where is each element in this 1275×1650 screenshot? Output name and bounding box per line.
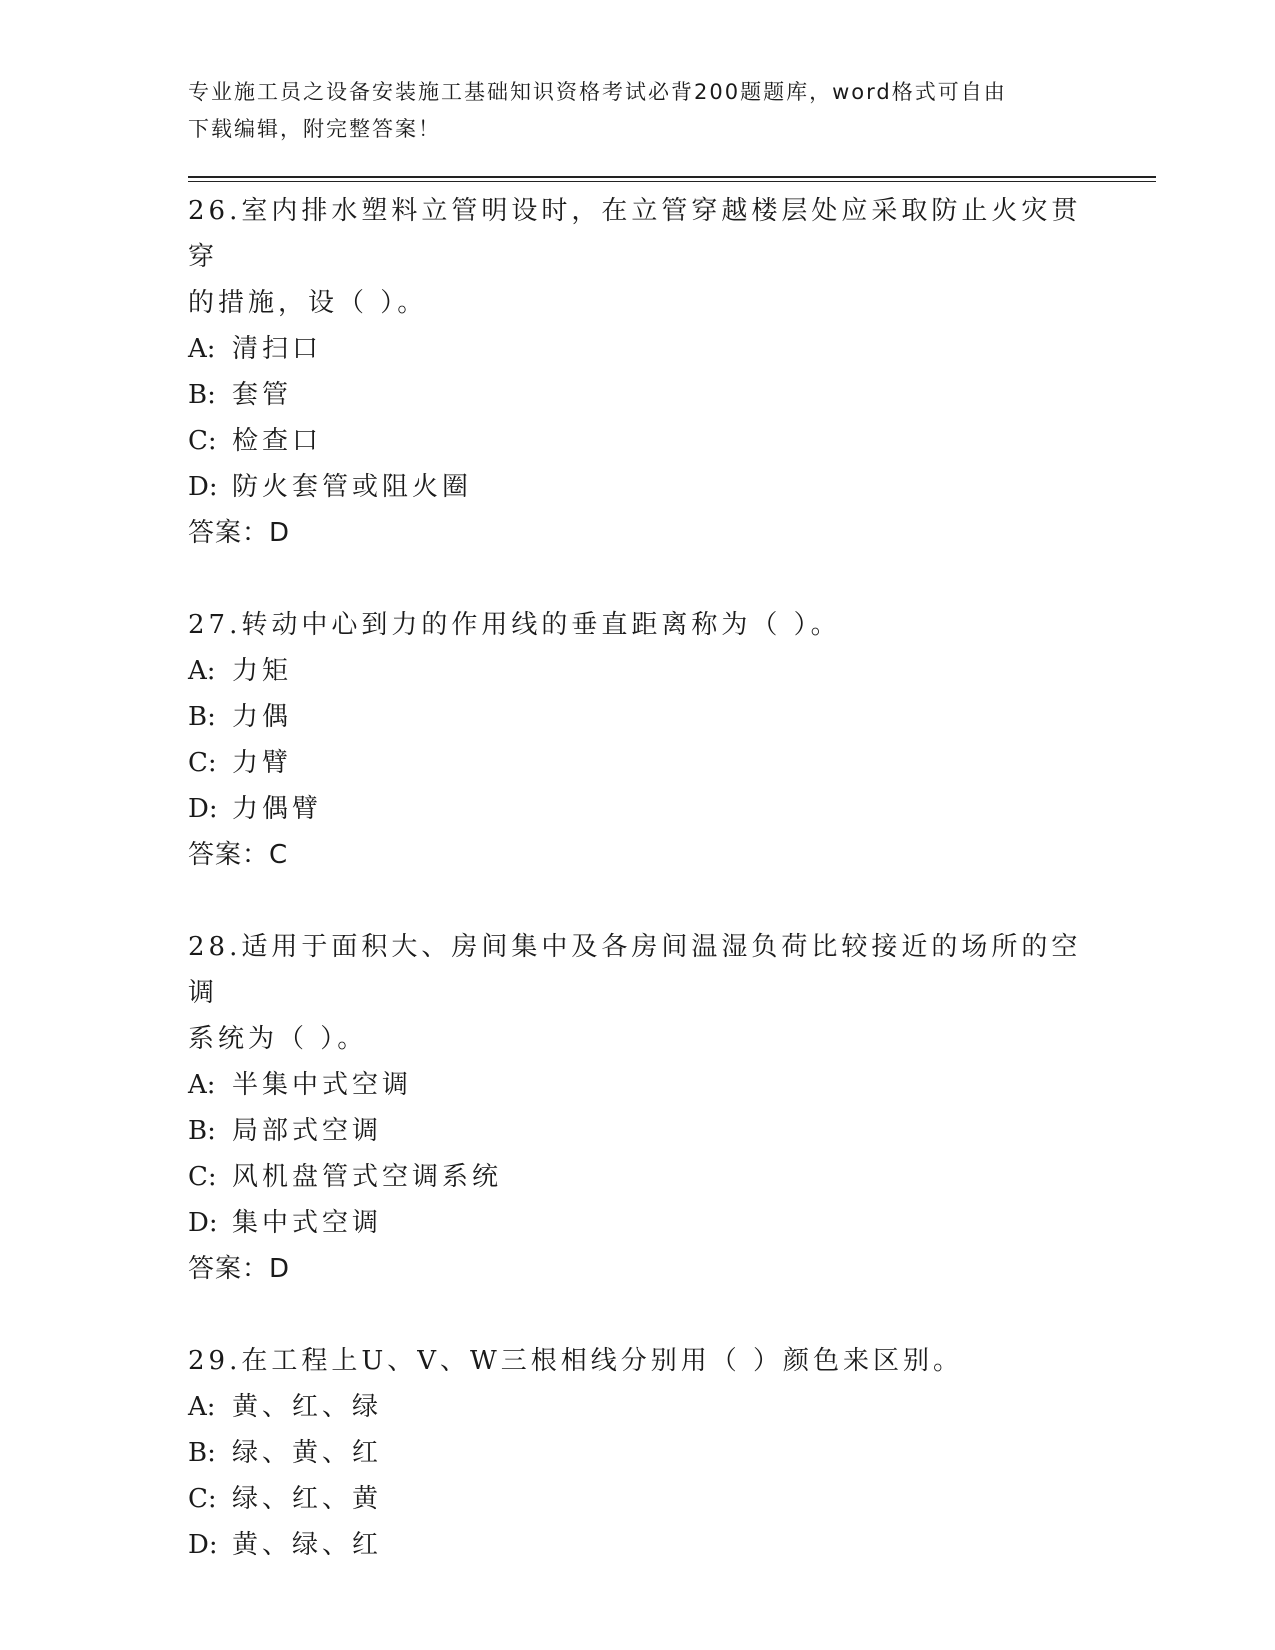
header-divider-thin (188, 181, 1156, 182)
option-c (188, 418, 1088, 464)
option-key: C: (188, 426, 217, 456)
document-header (188, 74, 1088, 148)
option-key: B: (188, 1438, 216, 1468)
option-text: 防火套管或阻火圈 (232, 472, 473, 502)
option-key: B: (188, 380, 216, 410)
option-key: C: (188, 1484, 217, 1514)
option-key: D: (188, 1530, 218, 1560)
option-text: 套管 (232, 380, 293, 410)
option-c (188, 1154, 1088, 1200)
question-stem-line-1: 29.在工程上U、V、W三根相线分别用（ ）颜色来区别。 (188, 1346, 964, 1376)
option-a (188, 326, 1088, 372)
option-text: 清扫口 (232, 334, 323, 364)
option-text: 绿、黄、红 (232, 1438, 383, 1468)
option-key: D: (188, 472, 218, 502)
option-c (188, 1476, 1088, 1522)
answer-line: 答案：D (188, 1254, 291, 1284)
question-27 (188, 602, 1088, 878)
option-key: A: (188, 1070, 216, 1100)
question-29 (188, 1338, 1088, 1568)
question-stem-line-1: 28.适用于面积大、房间集中及各房间温湿负荷比较接近的场所的空调 (188, 932, 1082, 1008)
question-stem-line-1: 27.转动中心到力的作用线的垂直距离称为（ ）。 (188, 610, 841, 640)
question-stem-line-2: 的措施，设（ ）。 (188, 288, 428, 318)
option-key: A: (188, 1392, 216, 1422)
question-stem-line-1: 26.室内排水塑料立管明设时，在立管穿越楼层处应采取防止火灾贯穿 (188, 196, 1082, 272)
option-text: 风机盘管式空调系统 (232, 1162, 503, 1192)
option-text: 力矩 (232, 656, 293, 686)
option-key: A: (188, 656, 216, 686)
option-key: C: (188, 748, 217, 778)
option-text: 力偶 (232, 702, 293, 732)
option-text: 检查口 (232, 426, 323, 456)
option-b (188, 372, 1088, 418)
option-text: 力臂 (232, 748, 293, 778)
option-text: 黄、红、绿 (232, 1392, 383, 1422)
question-stem-line-2: 系统为（ ）。 (188, 1024, 368, 1054)
option-text: 力偶臂 (232, 794, 323, 824)
option-text: 绿、红、黄 (232, 1484, 383, 1514)
answer-line: 答案：D (188, 518, 291, 548)
option-text: 黄、绿、红 (232, 1530, 383, 1560)
question-26 (188, 188, 1088, 556)
option-key: B: (188, 702, 216, 732)
question-28 (188, 924, 1088, 1292)
option-key: A: (188, 334, 216, 364)
answer-line: 答案：C (188, 840, 289, 870)
question-list (188, 188, 1088, 1614)
option-b (188, 694, 1088, 740)
option-a (188, 1062, 1088, 1108)
header-line-1: 专业施工员之设备安装施工基础知识资格考试必背200题题库，word格式可自由 (188, 80, 1007, 104)
option-a (188, 1384, 1088, 1430)
option-key: C: (188, 1162, 217, 1192)
option-key: B: (188, 1116, 216, 1146)
option-d (188, 464, 1088, 510)
option-text: 局部式空调 (232, 1116, 383, 1146)
option-c (188, 740, 1088, 786)
header-line-2: 下载编辑，附完整答案！ (188, 117, 441, 141)
option-b (188, 1108, 1088, 1154)
option-key: D: (188, 794, 218, 824)
option-text: 集中式空调 (232, 1208, 383, 1238)
option-a (188, 648, 1088, 694)
header-divider-thick (188, 176, 1156, 178)
option-d (188, 1522, 1088, 1568)
option-key: D: (188, 1208, 218, 1238)
option-text: 半集中式空调 (232, 1070, 413, 1100)
option-b (188, 1430, 1088, 1476)
option-d (188, 1200, 1088, 1246)
option-d (188, 786, 1088, 832)
